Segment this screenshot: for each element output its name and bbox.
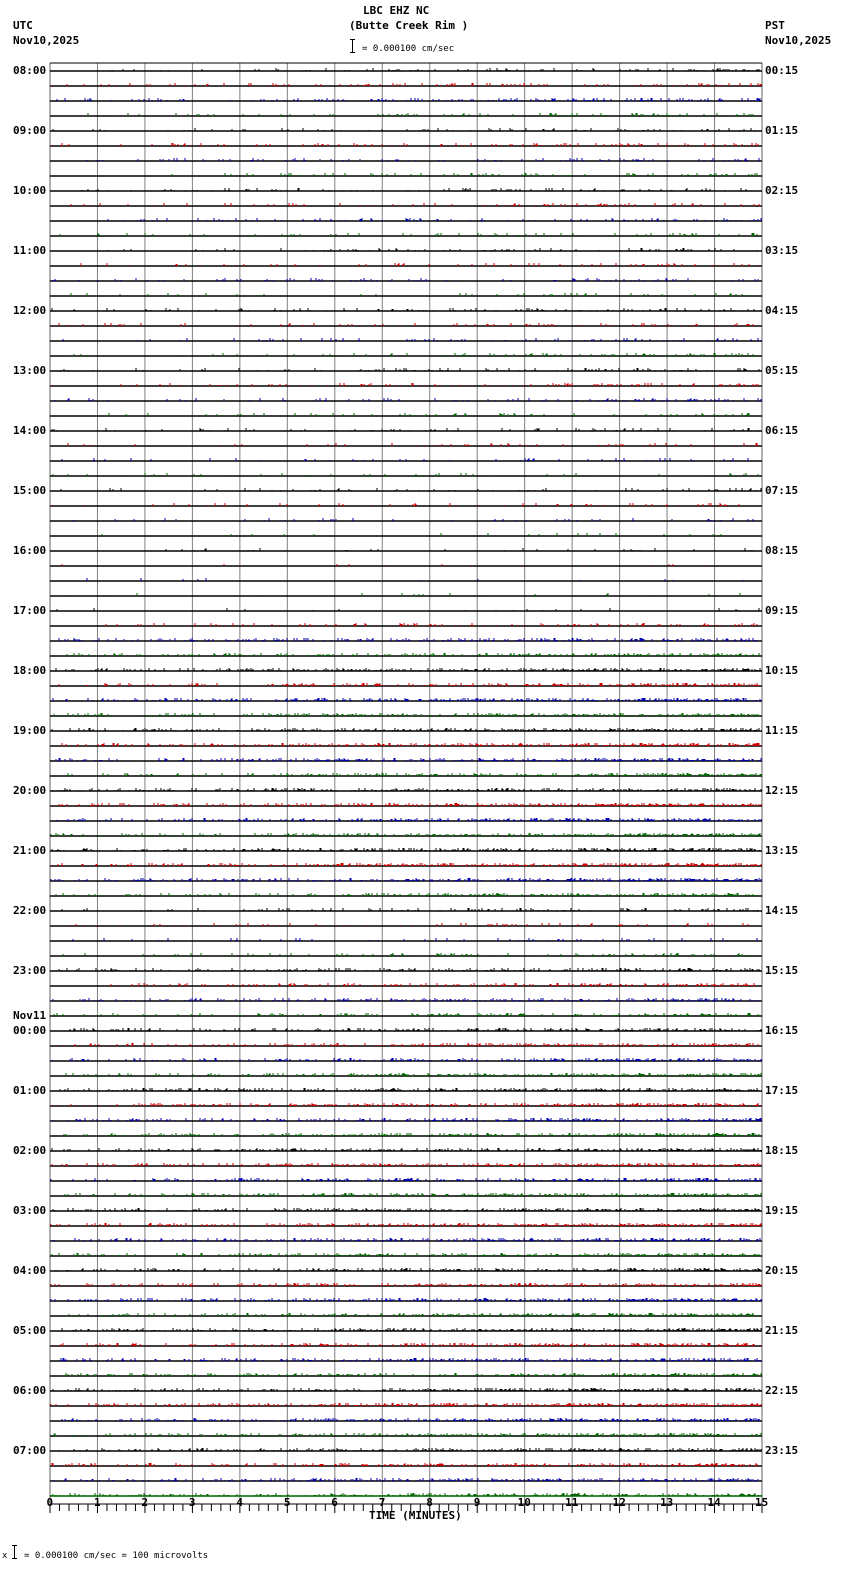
left-hour-label: 18:00 [13,664,47,677]
right-hour-label: 06:15 [765,424,799,437]
trace-signal [53,1118,761,1121]
left-hour-label: 02:00 [13,1144,47,1157]
footer-scale-prefix: x [2,1551,8,1561]
right-hour-label: 04:15 [765,304,799,317]
left-date-change-label: Nov11 [13,1009,47,1022]
left-date: Nov10,2025 [13,34,80,47]
footer-scale-text: = 0.000100 cm/sec = 100 microvolts [24,1551,209,1561]
x-tick-label: 12 [612,1496,626,1509]
left-hour-label: 17:00 [13,604,47,617]
right-hour-label: 12:15 [765,784,799,797]
right-hour-label: 08:15 [765,544,799,557]
right-hour-label: 21:15 [765,1324,799,1337]
right-hour-label: 09:15 [765,604,799,617]
left-hour-label: 04:00 [13,1264,47,1277]
right-hour-label: 10:15 [765,664,799,677]
left-hour-label: 22:00 [13,904,47,917]
left-hour-label: 11:00 [13,244,47,257]
right-hour-label: 15:15 [765,964,799,977]
left-hour-label: 00:00 [13,1024,47,1037]
x-tick-label: 0 [46,1496,54,1509]
right-hour-label: 17:15 [765,1084,799,1097]
right-hour-label: 19:15 [765,1204,799,1217]
scale-text: = 0.000100 cm/sec [362,44,455,54]
left-hour-label: 19:00 [13,724,47,737]
right-hour-label: 05:15 [765,364,799,377]
left-hour-label: 10:00 [13,184,47,197]
right-hour-label: 14:15 [765,904,799,917]
x-tick-label: 1 [93,1496,101,1509]
x-tick-label: 13 [660,1496,674,1509]
x-tick-label: 6 [331,1496,338,1509]
left-hour-label: 05:00 [13,1324,47,1337]
right-timezone: PST [765,19,785,32]
x-tick-label: 7 [378,1496,386,1509]
x-tick-label: 4 [236,1496,243,1509]
left-hour-label: 20:00 [13,784,47,797]
left-hour-label: 12:00 [13,304,47,317]
x-tick-label: 9 [473,1496,481,1509]
right-hour-label: 16:15 [765,1024,799,1037]
left-hour-label: 16:00 [13,544,47,557]
right-hour-label: 20:15 [765,1264,799,1277]
x-tick-label: 10 [517,1496,531,1509]
x-tick-label: 8 [426,1496,433,1509]
x-tick-label: 2 [141,1496,149,1509]
right-hour-label: 23:15 [765,1444,799,1457]
right-hour-label: 13:15 [765,844,799,857]
x-tick-label: 3 [188,1496,196,1509]
footer-scale-bar-icon [14,1545,20,1559]
left-hour-label: 14:00 [13,424,47,437]
right-hour-label: 02:15 [765,184,799,197]
left-hour-label: 21:00 [13,844,47,857]
right-hour-label: 11:15 [765,724,799,737]
trace-signal [54,713,760,716]
station-site: (Butte Creek Rim ) [349,19,469,32]
right-hour-label: 22:15 [765,1384,799,1397]
left-hour-label: 03:00 [13,1204,47,1217]
station-title: LBC EHZ NC [363,4,430,17]
x-tick-label: 15 [755,1496,769,1509]
right-date: Nov10,2025 [765,34,832,47]
left-hour-label: 23:00 [13,964,47,977]
left-hour-label: 01:00 [13,1084,47,1097]
left-hour-label: 07:00 [13,1444,47,1457]
left-hour-label: 15:00 [13,484,47,497]
x-tick-label: 14 [707,1496,721,1509]
left-hour-label: 06:00 [13,1384,47,1397]
trace-signal [51,1223,761,1226]
x-tick-label: 11 [565,1496,579,1509]
x-tick-label: 5 [283,1496,291,1509]
right-hour-label: 01:15 [765,124,799,137]
left-hour-label: 13:00 [13,364,47,377]
right-hour-label: 18:15 [765,1144,799,1157]
left-hour-label: 09:00 [13,124,47,137]
left-timezone: UTC [13,19,33,32]
right-hour-label: 07:15 [765,484,799,497]
right-hour-label: 00:15 [765,64,799,77]
x-axis-label: TIME (MINUTES) [369,1509,462,1522]
right-hour-label: 03:15 [765,244,799,257]
left-hour-label: 08:00 [13,64,47,77]
